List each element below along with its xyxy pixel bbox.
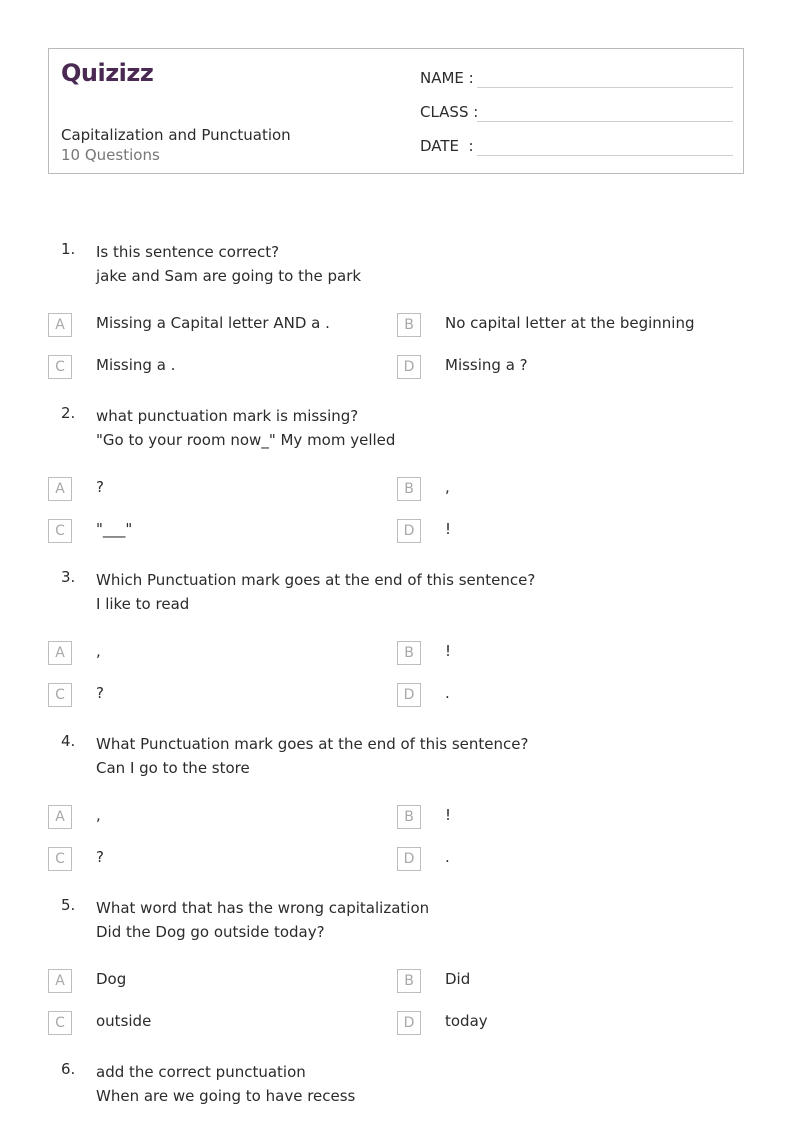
option-letter: D (397, 1011, 421, 1035)
option-text: ? (96, 684, 104, 702)
question-sentence: Can I go to the store (96, 759, 250, 777)
worksheet-header (48, 48, 744, 174)
option-letter: B (397, 805, 421, 829)
question-number: 5. (61, 896, 76, 914)
option-letter: A (48, 641, 72, 665)
option-letter: B (397, 969, 421, 993)
question-prompt: Is this sentence correct? (96, 243, 280, 261)
question-text (96, 896, 429, 944)
option-text: , (96, 642, 101, 660)
option-text: Missing a ? (445, 356, 528, 374)
option-letter: C (48, 355, 72, 379)
question-sentence: When are we going to have recess (96, 1087, 356, 1105)
option-text: ! (445, 642, 452, 660)
option-text: . (445, 848, 450, 866)
name-label: NAME : (420, 69, 474, 87)
name-line[interactable] (477, 87, 733, 88)
question-number: 1. (61, 240, 76, 258)
option-text: ? (96, 478, 104, 496)
option-text: No capital letter at the beginning (445, 314, 695, 332)
option-letter: D (397, 355, 421, 379)
option-text: Missing a . (96, 356, 176, 374)
question-sentence: Did the Dog go outside today? (96, 923, 325, 941)
question-text (96, 732, 528, 780)
question-prompt: what punctuation mark is missing? (96, 407, 359, 425)
option-letter: A (48, 969, 72, 993)
question-prompt: add the correct punctuation (96, 1063, 306, 1081)
option-letter: B (397, 477, 421, 501)
question-sentence: jake and Sam are going to the park (96, 267, 362, 285)
option-letter: A (48, 477, 72, 501)
option-text: outside (96, 1012, 152, 1030)
class-line[interactable] (477, 121, 733, 122)
class-label: CLASS : (420, 103, 479, 121)
worksheet-title: Capitalization and Punctuation (61, 126, 291, 144)
option-letter: C (48, 1011, 72, 1035)
date-label: DATE : (420, 137, 474, 155)
option-letter: D (397, 519, 421, 543)
option-text: . (445, 684, 450, 702)
question-number: 4. (61, 732, 76, 750)
option-text: Did (445, 970, 471, 988)
option-letter: C (48, 519, 72, 543)
option-text: Missing a Capital letter AND a . (96, 314, 330, 332)
question-sentence: I like to read (96, 595, 190, 613)
option-text: , (445, 478, 450, 496)
option-text: ! (445, 520, 452, 538)
question-prompt: Which Punctuation mark goes at the end of this sentence? (96, 571, 536, 589)
option-text: Dog (96, 970, 127, 988)
question-sentence: "Go to your room now_" My mom yelled (96, 431, 396, 449)
option-letter: A (48, 805, 72, 829)
option-letter: D (397, 683, 421, 707)
question-text (96, 1060, 355, 1108)
option-text: ! (445, 806, 452, 824)
question-count: 10 Questions (61, 146, 160, 164)
question-prompt: What Punctuation mark goes at the end of this sentence? (96, 735, 529, 753)
option-letter: B (397, 641, 421, 665)
question-number: 6. (61, 1060, 76, 1078)
option-letter: A (48, 313, 72, 337)
option-text: , (96, 806, 101, 824)
question-text (96, 568, 535, 616)
question-text (96, 240, 361, 288)
quizizz-logo: Quizizz (61, 59, 154, 87)
question-number: 2. (61, 404, 76, 422)
option-text: "___" (96, 520, 133, 538)
option-letter: C (48, 847, 72, 871)
date-line[interactable] (477, 155, 733, 156)
option-text: ? (96, 848, 104, 866)
question-text (96, 404, 395, 452)
option-letter: B (397, 313, 421, 337)
option-letter: D (397, 847, 421, 871)
question-number: 3. (61, 568, 76, 586)
option-text: today (445, 1012, 488, 1030)
question-prompt: What word that has the wrong capitalization (96, 899, 430, 917)
option-letter: C (48, 683, 72, 707)
